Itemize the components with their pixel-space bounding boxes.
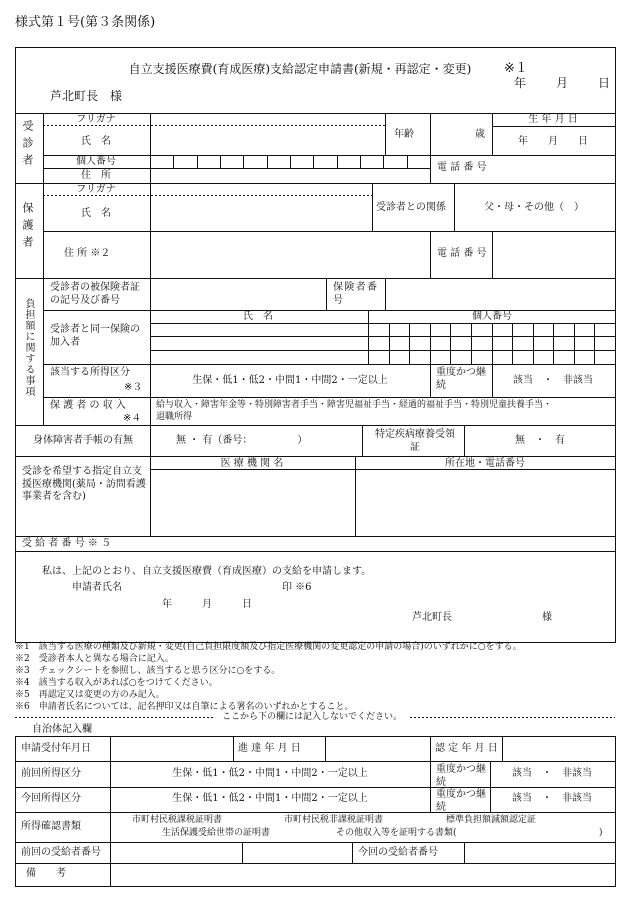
member-id-col: 個人番号 [472, 311, 512, 322]
declaration-sama: 様 [542, 612, 552, 623]
patient-side-label: 受診者 [21, 120, 34, 171]
form-number: 様式第１号(第３条関係) [15, 15, 156, 30]
institution-name-col: 医 療 機 関 名 [220, 458, 284, 469]
office-curr-income: 今回所得区分 [21, 793, 81, 804]
guardian-income-label: 保 護 者 の 収 入 [50, 400, 126, 411]
patient-furigana: フリガナ [76, 114, 116, 125]
severe-label: 重度かつ継続 [436, 367, 486, 391]
doc-welfare: 生活保護受給世帯の証明書 [162, 828, 271, 838]
note-1: ※1 該当する医療の種類及び新規・変更(自己負担限度額及び指定医療機関の変更認定の申請の場合)のいずれかに○をする。 [15, 642, 522, 652]
office-curr-no: 今回の受給者番号 [358, 847, 438, 858]
office-docs-label: 所得確認書類 [21, 821, 81, 832]
patient-age-label: 年齢 [394, 129, 414, 140]
income-class-mark: ※３ [124, 382, 143, 393]
guardian-side-label: 保護者 [21, 202, 34, 253]
income-sources-1: 給与収入・障害年金等・特別障害者手当・障害児福祉手当・経過的福祉手当・特別児童扶養手当・ [156, 400, 553, 410]
title-mark: ※１ [504, 61, 528, 76]
office-title: 自治体記入欄 [32, 724, 92, 735]
patient-name-label: 氏 名 [81, 136, 111, 147]
doc-nontax: 市町村民税非課税証明書 [284, 815, 384, 825]
office-received: 申請受付年月日 [21, 743, 91, 754]
note-3: ※3 チェックシートを参照し、該当すると思う区分に○をする。 [15, 666, 281, 676]
office-prev-no: 前回の受給者番号 [21, 847, 101, 858]
burden-side-label: 負担額に関する事項 [23, 298, 34, 397]
cut-line-text: ここから下の欄には記入しないでください。 [221, 712, 403, 722]
office-curr-income-options: 生保・低1・低2・中間1・中間2・一定以上 [172, 793, 368, 804]
handbook-label: 身体障害者手帳の有無 [33, 435, 133, 446]
date-year: 年 [514, 76, 527, 90]
patient-phone-label: 電 話 番 号 [437, 162, 487, 173]
recipient-no-label: 受 給 者 番 号 ※ ５ [22, 538, 112, 549]
date-day: 日 [598, 76, 611, 90]
doc-reduction: 標準負担額減額認定証 [446, 815, 537, 825]
guardian-relation-label: 受診者との関係 [376, 202, 446, 213]
guardian-furigana: フリガナ [76, 184, 116, 195]
guardian-address-label: 住 所 ※２ [64, 248, 111, 259]
note-4: ※4 該当する収入があれば○をつけてください。 [15, 678, 218, 688]
guardian-phone-label: 電 話 番 号 [437, 248, 487, 259]
office-curr-applicable: 該当 ・ 非該当 [512, 793, 592, 804]
specific-disease-label: 特定疾病療養受領証 [375, 429, 455, 453]
same-insurance-label: 受診者と同一保険の加入者 [50, 324, 140, 348]
declaration-date: 年 月 日 [162, 599, 252, 610]
guardian-name-label: 氏 名 [81, 208, 111, 219]
doc-other-end: ) [599, 828, 603, 838]
addressee: 芦北町長 様 [50, 89, 123, 103]
office-remarks: 備 考 [26, 868, 66, 879]
income-class-options: 生保・低1・低2・中間1・中間2・一定以上 [192, 375, 388, 386]
office-prev-income: 前回所得区分 [21, 768, 81, 779]
severe-applicable: 該当 ・ 非該当 [513, 375, 593, 386]
patient-birth-value: 年 月 日 [518, 136, 588, 147]
guardian-relation-options: 父・母・その他（ ） [484, 202, 584, 213]
specific-disease-value: 無 ・ 有 [515, 435, 565, 446]
institution-addr-col: 所在地・電話番号 [445, 458, 525, 469]
form-title: 自立支援医療費(育成医療)支給認定申請書(新規・再認定・変更) [128, 62, 472, 76]
patient-birth-label: 生 年 月 日 [528, 114, 578, 125]
handbook-value: 無 ・ 有（番号： ） [176, 435, 308, 446]
guardian-income-mark: ※４ [123, 413, 142, 424]
seal-label: 印 ※6 [282, 582, 312, 593]
note-2: ※2 受診者本人と異なる場合に記入。 [15, 654, 174, 664]
doc-other: その他収入等を証明する書類( [336, 828, 457, 838]
patient-age-unit: 歳 [475, 129, 485, 140]
declaration-text: 私は、上記のとおり、自立支援医療費（育成医療）の支給を申請します。 [42, 566, 372, 577]
note-5: ※5 再認定又は変更の方のみ記入。 [15, 690, 165, 700]
applicant-label: 申請者氏名 [72, 582, 122, 593]
office-approved: 認 定 年 月 日 [435, 743, 498, 754]
declaration-mayor: 芦北町長 [412, 612, 452, 623]
income-class-label: 該当する所得区分 [50, 367, 130, 378]
office-prev-severe: 重度かつ継続 [436, 764, 486, 788]
office-curr-severe: 重度かつ継続 [436, 789, 486, 813]
member-name-col: 氏 名 [243, 311, 273, 322]
patient-address-label: 住 所 [81, 170, 111, 181]
doc-tax: 市町村民税課税証明書 [132, 815, 223, 825]
insurer-no-label: 保険者番号 [333, 282, 377, 306]
income-sources-2: 退職所得 [156, 412, 193, 422]
date-month: 月 [556, 76, 569, 90]
note-6: ※6 申請者氏名については、記名押印又は自筆による署名のいずれかとすること。 [15, 702, 354, 712]
insurance-card-label: 受診者の被保険者証の記号及び番号 [50, 282, 140, 306]
institution-label: 受診を希望する指定自立支援医療機関(薬局・訪問看護事業者を含む) [22, 466, 146, 502]
patient-id-label: 個人番号 [76, 156, 116, 167]
office-prev-applicable: 該当 ・ 非該当 [512, 768, 592, 779]
office-forwarded: 進 達 年 月 日 [238, 743, 301, 754]
office-prev-income-options: 生保・低1・低2・中間1・中間2・一定以上 [172, 768, 368, 779]
